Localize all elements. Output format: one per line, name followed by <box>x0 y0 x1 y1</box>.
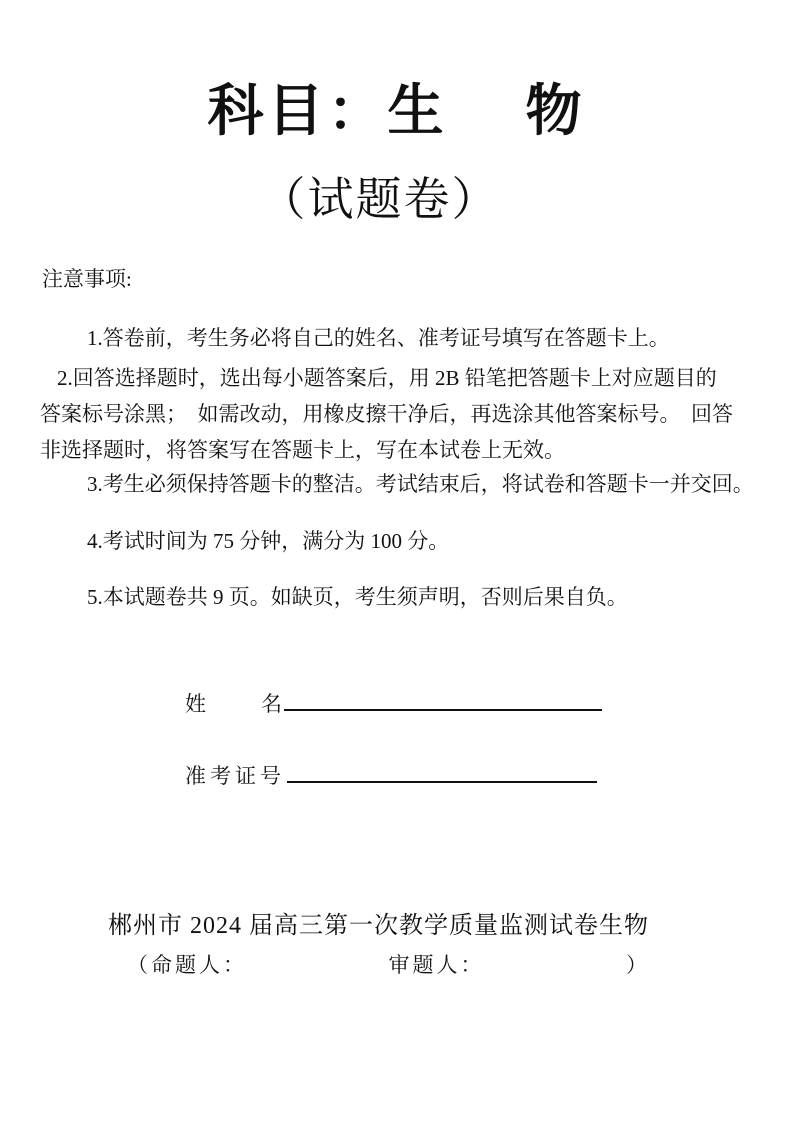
notice-heading: 注意事项: <box>42 267 132 291</box>
name-input-line[interactable] <box>284 688 602 711</box>
page-subtitle-text: （试题卷） <box>259 174 500 225</box>
notice-item-3: 3.考生必须保持答题卡的整洁。考试结束后，将试卷和答题卡一并交回。 <box>87 472 754 496</box>
credits-reviewer-label: 审题人： <box>388 953 485 977</box>
page-title: 科目：生 物 <box>207 81 586 143</box>
credits-close-paren: ） <box>626 953 650 977</box>
name-field-row <box>185 688 602 716</box>
notice-item-1: 1.答卷前，考生务必将自己的姓名、准考证号填写在答题卡上。 <box>87 326 670 350</box>
notice-item-5: 5.本试题卷共 9 页。如缺页，考生须声明，否则后果自负。 <box>87 585 628 609</box>
footer-credits <box>127 953 650 978</box>
exam-no-field-row <box>185 760 597 788</box>
name-label: 姓名 <box>185 692 282 716</box>
notice-item-2 <box>40 360 770 468</box>
notice-item-2-line-3: 非选择题时，将答案写在答题卡上，写在本试卷上无效。 <box>40 438 565 462</box>
exam-no-label: 准考证号 <box>185 764 285 788</box>
footer-exam-title: 郴州市 2024 届高三第一次教学质量监测试卷生物 <box>108 913 649 939</box>
credits-proposer-label: （命题人： <box>127 953 247 977</box>
notice-item-2-line-2: 答案标号涂黑； 如需改动，用橡皮擦干净后，再选涂其他答案标号。 回答 <box>40 402 733 426</box>
notice-item-4: 4.考试时间为 75 分钟，满分为 100 分。 <box>87 529 450 553</box>
exam-no-input-line[interactable] <box>287 760 597 783</box>
page-subtitle <box>0 174 793 225</box>
notice-item-2-line-1: 2.回答选择题时，选出每小题答案后，用 2B 铅笔把答题卡上对应题目的 <box>57 366 717 390</box>
